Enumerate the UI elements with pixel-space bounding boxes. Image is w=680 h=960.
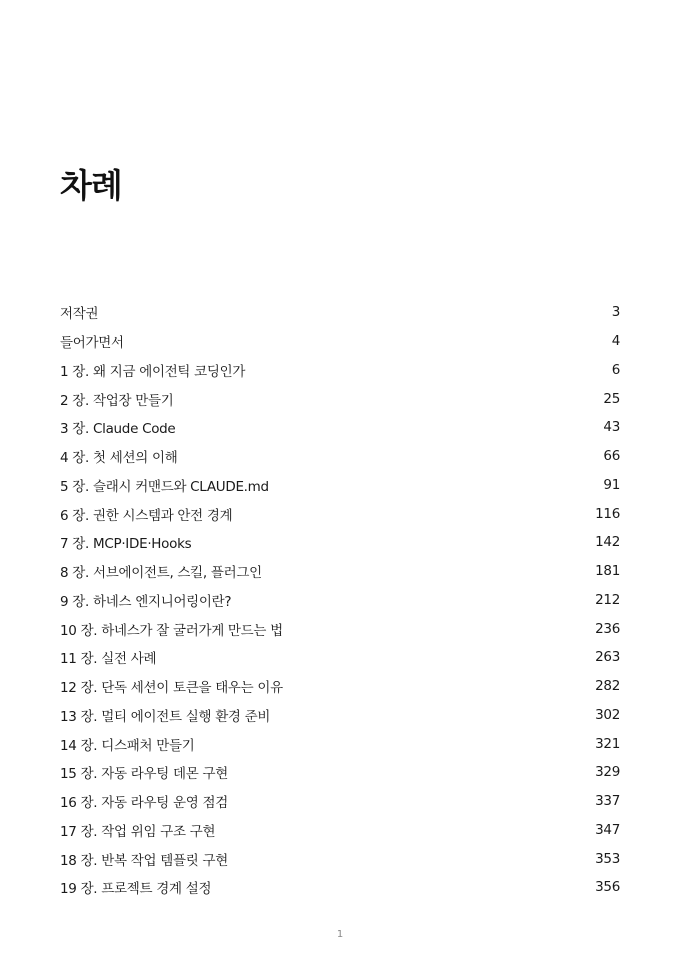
- toc-entry[interactable]: [60, 758, 620, 787]
- toc-entry[interactable]: [60, 356, 620, 385]
- toc-entry[interactable]: [60, 471, 620, 500]
- toc-entry[interactable]: [60, 643, 620, 672]
- toc-entry[interactable]: [60, 729, 620, 758]
- toc-entry-label: 들어가면서: [60, 335, 124, 352]
- toc-entry-label: 19 장. 프로젝트 경계 설정: [60, 881, 212, 898]
- toc-entry-page: 116: [595, 505, 620, 522]
- toc-entry[interactable]: [60, 672, 620, 701]
- toc-entry-label: 11 장. 실전 사례: [60, 651, 157, 668]
- toc-entry[interactable]: [60, 384, 620, 413]
- toc-entry[interactable]: [60, 442, 620, 471]
- toc-entry-label: 저작권: [60, 306, 99, 323]
- toc-entry-label: 6 장. 권한 시스템과 안전 경계: [60, 507, 233, 524]
- toc-entry-page: 236: [595, 620, 620, 637]
- toc-entry-page: 329: [595, 764, 620, 781]
- toc-entry[interactable]: [60, 701, 620, 730]
- toc-entry[interactable]: [60, 413, 620, 442]
- toc-entry-page: 4: [611, 333, 620, 350]
- toc-entry-page: 25: [603, 390, 620, 407]
- toc-entry-label: 13 장. 멀티 에이전트 실행 환경 준비: [60, 708, 271, 725]
- table-of-contents: [60, 298, 620, 902]
- toc-entry-page: 43: [603, 419, 620, 436]
- toc-entry-label: 4 장. 첫 세션의 이해: [60, 450, 178, 467]
- toc-entry-label: 5 장. 슬래시 커맨드와 CLAUDE.md: [60, 478, 269, 495]
- toc-entry-page: 282: [595, 678, 620, 695]
- toc-entry-page: 91: [603, 476, 620, 493]
- toc-entry-page: 263: [595, 649, 620, 666]
- toc-entry[interactable]: [60, 586, 620, 615]
- toc-entry-label: 15 장. 자동 라우팅 데몬 구현: [60, 766, 228, 783]
- toc-entry-label: 16 장. 자동 라우팅 운영 점검: [60, 795, 228, 812]
- toc-entry[interactable]: [60, 499, 620, 528]
- toc-entry[interactable]: [60, 557, 620, 586]
- toc-entry-page: 66: [603, 448, 620, 465]
- toc-entry-label: 2 장. 작업장 만들기: [60, 392, 174, 409]
- toc-entry-label: 10 장. 하네스가 잘 굴러가게 만드는 법: [60, 622, 283, 639]
- toc-entry-page: 321: [595, 735, 620, 752]
- toc-entry[interactable]: [60, 327, 620, 356]
- toc-entry-page: 3: [611, 304, 620, 321]
- toc-entry-label: 12 장. 단독 세션이 토큰을 태우는 이유: [60, 680, 283, 697]
- toc-entry-label: 3 장. Claude Code: [60, 421, 176, 438]
- toc-entry-page: 142: [595, 534, 620, 551]
- toc-entry-page: 353: [595, 850, 620, 867]
- toc-entry-label: 7 장. MCP·IDE·Hooks: [60, 536, 192, 553]
- toc-entry[interactable]: [60, 816, 620, 845]
- toc-entry[interactable]: [60, 528, 620, 557]
- toc-entry-page: 337: [595, 793, 620, 810]
- toc-entry-label: 9 장. 하네스 엔지니어링이란?: [60, 593, 232, 610]
- toc-entry[interactable]: [60, 844, 620, 873]
- toc-entry-page: 356: [595, 879, 620, 896]
- toc-entry-label: 14 장. 디스패처 만들기: [60, 737, 195, 754]
- toc-entry-page: 302: [595, 706, 620, 723]
- toc-entry[interactable]: [60, 873, 620, 902]
- toc-entry-page: 347: [595, 821, 620, 838]
- toc-entry-label: 8 장. 서브에이전트, 스킬, 플러그인: [60, 565, 262, 582]
- toc-entry[interactable]: [60, 787, 620, 816]
- toc-entry-label: 1 장. 왜 지금 에이전틱 코딩인가: [60, 363, 246, 380]
- toc-entry-page: 6: [611, 361, 620, 378]
- toc-entry-label: 17 장. 작업 위임 구조 구현: [60, 823, 216, 840]
- toc-entry-page: 212: [595, 591, 620, 608]
- toc-entry-page: 181: [595, 563, 620, 580]
- page-title: 차례: [60, 166, 122, 205]
- toc-entry[interactable]: [60, 298, 620, 327]
- page-number: 1: [336, 929, 344, 940]
- toc-entry-label: 18 장. 반복 작업 템플릿 구현: [60, 852, 228, 869]
- toc-entry[interactable]: [60, 614, 620, 643]
